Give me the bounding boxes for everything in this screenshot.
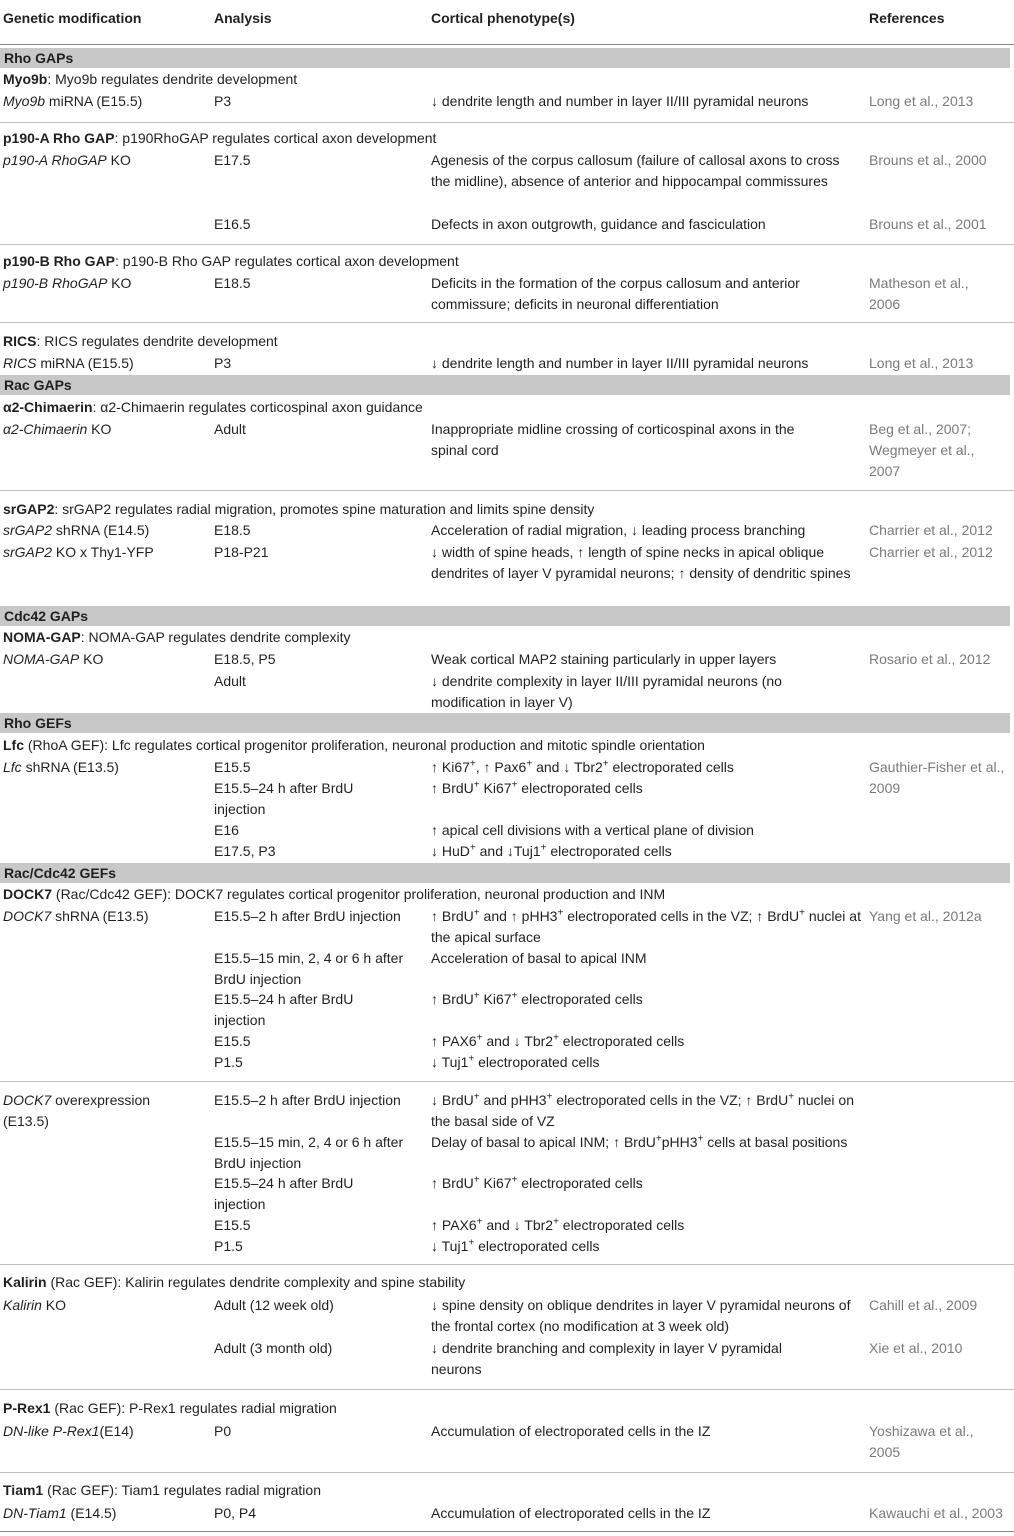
phenotype-cell — [431, 841, 861, 862]
superscript: + — [602, 758, 609, 770]
analysis-cell: E15.5–2 h after BrdU injection — [214, 908, 401, 924]
modification-name: α2-Chimaerin — [3, 421, 88, 437]
row-divider — [0, 490, 1014, 491]
superscript: + — [511, 990, 518, 1002]
phenotype-text: cells at basal positions — [703, 1134, 848, 1150]
analysis-cell: P0 — [214, 1423, 232, 1439]
superscript: + — [469, 758, 476, 770]
phenotype-cell: Agenesis of the corpus callosum (failure of callosal axons to cross the midline), absence of anterior and hippocampal commissures — [431, 152, 840, 189]
modification-detail: KO — [106, 152, 131, 168]
superscript: + — [788, 1091, 795, 1103]
phenotype-text: Delay of basal to apical INM; ↑ BrdU — [431, 1134, 656, 1150]
modification-name: p190-A RhoGAP — [3, 152, 107, 168]
gene-heading — [3, 128, 436, 149]
gene-description: (Rac GEF): Kalirin regulates dendrite complexity and spine stability — [46, 1274, 466, 1290]
phenotype-text: and pHH3 — [479, 1092, 547, 1108]
gene-description: (Rac/Cdc42 GEF): DOCK7 regulates cortical progenitor proliferation, neuronal production and INM — [52, 886, 666, 902]
superscript: + — [476, 1032, 483, 1044]
modification-detail: (E14) — [99, 1423, 134, 1439]
gene-description: (Rac GEF): P-Rex1 regulates radial migration — [50, 1400, 337, 1416]
phenotype-cell: ↓ dendrite branching and complexity in layer V pyramidal neurons — [431, 1340, 782, 1377]
phenotype-text: ↑ PAX6 — [431, 1033, 477, 1049]
analysis-cell: E17.5 — [214, 152, 251, 168]
superscript: + — [511, 779, 518, 791]
phenotype-cell: Weak cortical MAP2 staining particularly in upper layers — [431, 651, 777, 667]
row-divider — [0, 1081, 1014, 1082]
gene-description: : Myo9b regulates dendrite development — [47, 71, 298, 87]
phenotype-cell — [431, 1132, 861, 1153]
analysis-cell: Adult — [214, 673, 246, 689]
modification-name: srGAP2 — [3, 544, 53, 560]
gene-name: α2-Chimaerin — [3, 399, 93, 415]
phenotype-cell: Defects in axon outgrowth, guidance and fasciculation — [431, 216, 766, 232]
modification-name: DOCK7 — [3, 1092, 52, 1108]
gene-name: NOMA-GAP — [3, 629, 81, 645]
phenotype-text: ↓ HuD — [431, 843, 470, 859]
phenotype-text: and ↓Tuj1 — [475, 843, 541, 859]
phenotype-text: ↑ PAX6 — [431, 1217, 477, 1233]
modification-cell — [3, 649, 208, 670]
modification-cell — [3, 353, 208, 374]
superscript: + — [546, 1091, 553, 1103]
gene-heading — [3, 1480, 321, 1501]
phenotype-text: and ↑ pHH3 — [479, 908, 558, 924]
analysis-cell: Adult — [214, 421, 246, 437]
phenotype-cell — [431, 1236, 861, 1257]
modification-detail: miRNA (E15.5) — [45, 93, 143, 109]
column-header: Genetic modification — [3, 10, 142, 26]
modification-cell — [3, 906, 208, 927]
analysis-cell: P3 — [214, 93, 232, 109]
analysis-cell: P1.5 — [214, 1238, 243, 1254]
phenotype-text: Ki67 — [479, 991, 512, 1007]
analysis-cell: E15.5–24 h after BrdU injection — [214, 780, 354, 817]
phenotype-cell — [431, 1215, 861, 1236]
gene-description: : p190RhoGAP regulates cortical axon development — [114, 130, 437, 146]
phenotype-cell: ↓ width of spine heads, ↑ length of spine necks in apical oblique dendrites of layer V pyramidal neurons; ↑ density of dendritic spines — [431, 544, 851, 581]
superscript: + — [473, 990, 480, 1002]
phenotype-cell — [431, 1173, 861, 1194]
analysis-cell: E15.5–15 min, 2, 4 or 6 h after BrdU injection — [214, 1134, 404, 1171]
row-divider — [0, 1264, 1014, 1265]
reference-link[interactable]: Long et al., 2013 — [869, 355, 974, 371]
superscript: + — [473, 907, 480, 919]
superscript: + — [553, 1216, 559, 1228]
modification-name: DOCK7 — [3, 908, 52, 924]
phenotype-cell — [431, 1090, 861, 1132]
modification-name: DN-like P-Rex1 — [3, 1423, 100, 1439]
reference-link[interactable]: Brouns et al., 2000 — [869, 152, 987, 168]
gene-name: p190-A Rho GAP — [3, 130, 115, 146]
phenotype-text: pHH3 — [661, 1134, 698, 1150]
gene-heading — [3, 1398, 337, 1419]
phenotype-cell: Accumulation of electroporated cells in the IZ — [431, 1423, 711, 1439]
phenotype-cell: Acceleration of basal to apical INM — [431, 950, 647, 966]
superscript: + — [553, 1032, 559, 1044]
phenotype-text: ↑ BrdU — [431, 780, 474, 796]
row-divider — [0, 322, 1014, 323]
phenotype-text: electroporated cells in the VZ; ↑ BrdU — [563, 908, 800, 924]
modification-cell — [3, 1090, 183, 1132]
phenotype-cell — [431, 757, 861, 778]
gene-heading — [3, 735, 705, 756]
phenotype-cell — [431, 778, 861, 799]
gene-name: srGAP2 — [3, 501, 55, 517]
phenotype-cell: Inappropriate midline crossing of corticospinal axons in the spinal cord — [431, 421, 795, 458]
section-header: Cdc42 GAPs — [0, 606, 1010, 626]
analysis-cell: E15.5–24 h after BrdU injection — [214, 991, 354, 1028]
modification-name: srGAP2 — [3, 522, 53, 538]
analysis-cell: E18.5 — [214, 275, 251, 291]
modification-detail: (E14.5) — [66, 1505, 117, 1521]
analysis-cell: E16.5 — [214, 216, 251, 232]
phenotype-text: ↓ Tuj1 — [431, 1238, 469, 1254]
phenotype-text: electroporated cells — [474, 1054, 600, 1070]
analysis-cell: E18.5 — [214, 522, 251, 538]
phenotype-text: Ki67 — [479, 780, 512, 796]
phenotype-text: ↑ BrdU — [431, 991, 474, 1007]
gene-name: Lfc — [3, 737, 24, 753]
phenotype-cell: ↓ spine density on oblique dendrites in layer V pyramidal neurons of the frontal cortex (no modification at 3 week old) — [431, 1297, 851, 1334]
analysis-cell: P0, P4 — [214, 1505, 257, 1521]
phenotype-text: electroporated cells — [608, 759, 734, 775]
modification-detail: KO — [41, 1297, 67, 1313]
reference-link[interactable]: Yang et al., 2012a — [869, 908, 982, 924]
superscript: + — [655, 1133, 662, 1145]
row-divider — [0, 1389, 1014, 1390]
row-divider — [0, 122, 1014, 123]
analysis-cell: E17.5, P3 — [214, 843, 276, 859]
table-header — [0, 0, 1014, 45]
superscript: + — [468, 1053, 475, 1065]
gene-description: (Rac GEF): Tiam1 regulates radial migration — [43, 1482, 321, 1498]
modification-cell — [3, 1421, 208, 1442]
gene-name: DOCK7 — [3, 886, 53, 902]
reference-link[interactable]: Charrier et al., 2012 — [869, 522, 993, 538]
reference-link[interactable]: Matheson et al., 2006 — [869, 275, 969, 312]
superscript: + — [473, 1174, 480, 1186]
reference-link[interactable]: Brouns et al., 2001 — [869, 216, 987, 232]
gene-heading — [3, 1272, 465, 1293]
reference-link[interactable]: Beg et al., 2007; Wegmeyer et al., 2007 — [869, 421, 975, 479]
superscript: + — [468, 1237, 475, 1249]
modification-detail: KO — [87, 421, 112, 437]
phenotype-cell — [431, 989, 861, 1010]
column-header: Analysis — [214, 10, 272, 26]
phenotype-cell: ↑ apical cell divisions with a vertical plane of division — [431, 822, 754, 838]
phenotype-cell: ↓ dendrite length and number in layer II/III pyramidal neurons — [431, 355, 809, 371]
superscript: + — [469, 842, 476, 854]
gene-description: : p190-B Rho GAP regulates cortical axon development — [115, 253, 459, 269]
modification-name: RICS — [3, 355, 37, 371]
gene-description: : RICS regulates dendrite development — [36, 333, 278, 349]
gene-name: RICS — [3, 333, 37, 349]
phenotype-text: nuclei on the basal side of VZ — [431, 1092, 854, 1129]
modification-name: Myo9b — [3, 93, 46, 109]
gene-name: Myo9b — [3, 71, 48, 87]
superscript: + — [473, 1091, 480, 1103]
gene-name: Tiam1 — [3, 1482, 44, 1498]
modification-detail: KO x Thy1-YFP — [52, 544, 154, 560]
gene-heading — [3, 884, 665, 905]
gene-description: (RhoA GEF): Lfc regulates cortical progenitor proliferation, neuronal production and mitotic spindle orientation — [24, 737, 705, 753]
phenotype-cell — [431, 906, 861, 948]
column-header: Cortical phenotype(s) — [431, 10, 575, 26]
superscript: + — [511, 1174, 518, 1186]
section-header: Rho GEFs — [0, 713, 1010, 733]
row-divider — [0, 244, 1014, 245]
modification-name: p190-B RhoGAP — [3, 275, 108, 291]
phenotype-cell: ↓ dendrite complexity in layer II/III pyramidal neurons (no modification in layer V) — [431, 673, 782, 710]
gene-heading — [3, 331, 278, 352]
section-header: Rac/Cdc42 GEFs — [0, 863, 1010, 883]
phenotype-cell: Deficits in the formation of the corpus callosum and anterior commissure; deficits in neuronal differentiation — [431, 275, 800, 312]
gene-heading — [3, 251, 459, 272]
superscript: + — [526, 758, 533, 770]
phenotype-text: Ki67 — [479, 1175, 512, 1191]
modification-name: Lfc — [3, 759, 22, 775]
phenotype-text: electroporated cells — [546, 843, 672, 859]
gene-name: P-Rex1 — [3, 1400, 51, 1416]
phenotype-cell — [431, 1052, 861, 1073]
modification-name: Kalirin — [3, 1297, 42, 1313]
modification-detail: miRNA (E15.5) — [36, 355, 134, 371]
phenotype-text: nuclei at the apical surface — [431, 908, 861, 945]
phenotype-text: ↑ BrdU — [431, 1175, 474, 1191]
phenotype-text: , ↑ Pax6 — [475, 759, 527, 775]
row-divider — [0, 1472, 1014, 1473]
phenotype-cell: Accumulation of electroporated cells in the IZ — [431, 1505, 711, 1521]
analysis-cell: E15.5 — [214, 1033, 251, 1049]
phenotype-text: electroporated cells — [474, 1238, 600, 1254]
gene-name: p190-B Rho GAP — [3, 253, 116, 269]
section-header: Rac GAPs — [0, 375, 1010, 395]
gene-heading — [3, 69, 297, 90]
analysis-cell: E15.5 — [214, 1217, 251, 1233]
analysis-cell: E18.5, P5 — [214, 651, 276, 667]
reference-link[interactable]: Kawauchi et al., 2003 — [869, 1505, 1003, 1521]
reference-link[interactable]: Yoshizawa et al., 2005 — [869, 1423, 974, 1460]
phenotype-text: and ↓ Tbr2 — [482, 1033, 554, 1049]
analysis-cell: P1.5 — [214, 1054, 243, 1070]
modification-detail: KO — [107, 275, 132, 291]
phenotype-text: electroporated cells — [517, 991, 643, 1007]
gene-description: : α2-Chimaerin regulates corticospinal axon guidance — [92, 399, 423, 415]
reference-link[interactable]: Rosario et al., 2012 — [869, 651, 991, 667]
analysis-cell: E15.5–24 h after BrdU injection — [214, 1175, 354, 1212]
gene-name: Kalirin — [3, 1274, 47, 1290]
superscript: + — [557, 907, 564, 919]
modification-name: NOMA-GAP — [3, 651, 80, 667]
phenotype-text: electroporated cells in the VZ; ↑ BrdU — [552, 1092, 789, 1108]
modification-cell — [3, 419, 208, 440]
phenotype-cell — [431, 1031, 861, 1052]
table-bottom-border — [0, 1531, 1014, 1532]
superscript: + — [799, 907, 805, 919]
modification-cell — [3, 1503, 208, 1524]
gene-heading — [3, 397, 423, 418]
reference-link[interactable]: Cahill et al., 2009 — [869, 1297, 978, 1313]
gene-heading — [3, 499, 594, 520]
modification-cell — [3, 757, 208, 778]
phenotype-text: ↑ Ki67 — [431, 759, 470, 775]
phenotype-text: ↑ BrdU — [431, 908, 474, 924]
modification-detail: shRNA (E13.5) — [51, 908, 149, 924]
modification-cell — [3, 542, 208, 563]
phenotype-text: and ↓ Tbr2 — [532, 759, 603, 775]
gene-heading — [3, 627, 351, 648]
phenotype-text: electroporated cells — [517, 1175, 643, 1191]
analysis-cell: P18-P21 — [214, 544, 269, 560]
gene-description: : NOMA-GAP regulates dendrite complexity — [80, 629, 351, 645]
modification-cell — [3, 520, 208, 541]
section-header: Rho GAPs — [0, 48, 1010, 68]
modification-cell — [3, 91, 208, 112]
modification-cell — [3, 150, 208, 171]
superscript: + — [476, 1216, 483, 1228]
analysis-cell: P3 — [214, 355, 232, 371]
analysis-cell: E15.5–2 h after BrdU injection — [214, 1092, 401, 1108]
column-header: References — [869, 10, 945, 26]
modification-detail: shRNA (E13.5) — [21, 759, 119, 775]
analysis-cell: E15.5–15 min, 2, 4 or 6 h after BrdU injection — [214, 950, 404, 987]
modification-name: DN-Tiam1 — [3, 1505, 67, 1521]
reference-link[interactable]: Charrier et al., 2012 — [869, 544, 993, 560]
phenotype-text: electroporated cells — [558, 1033, 685, 1049]
reference-link[interactable]: Xie et al., 2010 — [869, 1340, 963, 1356]
analysis-cell: Adult (12 week old) — [214, 1297, 334, 1313]
gene-description: : srGAP2 regulates radial migration, promotes spine maturation and limits spine density — [54, 501, 595, 517]
reference-link[interactable]: Gauthier-Fisher et al., 2009 — [869, 759, 1005, 796]
analysis-cell: E16 — [214, 822, 239, 838]
phenotype-text: ↓ Tuj1 — [431, 1054, 469, 1070]
phenotype-cell: ↓ dendrite length and number in layer II/III pyramidal neurons — [431, 93, 809, 109]
phenotype-text: electroporated cells — [558, 1217, 685, 1233]
modification-detail: KO — [79, 651, 104, 667]
phenotype-text: electroporated cells — [517, 780, 643, 796]
modification-cell — [3, 273, 208, 294]
phenotype-text: and ↓ Tbr2 — [482, 1217, 554, 1233]
superscript: + — [697, 1133, 704, 1145]
superscript: + — [540, 842, 547, 854]
analysis-cell: E15.5 — [214, 759, 251, 775]
modification-detail: overexpression (E13.5) — [3, 1092, 151, 1129]
reference-link[interactable]: Long et al., 2013 — [869, 93, 974, 109]
modification-detail: shRNA (E14.5) — [52, 522, 150, 538]
phenotype-cell: Acceleration of radial migration, ↓ leading process branching — [431, 522, 806, 538]
superscript: + — [473, 779, 480, 791]
phenotype-text: ↓ BrdU — [431, 1092, 474, 1108]
modification-cell — [3, 1295, 208, 1316]
analysis-cell: Adult (3 month old) — [214, 1340, 333, 1356]
